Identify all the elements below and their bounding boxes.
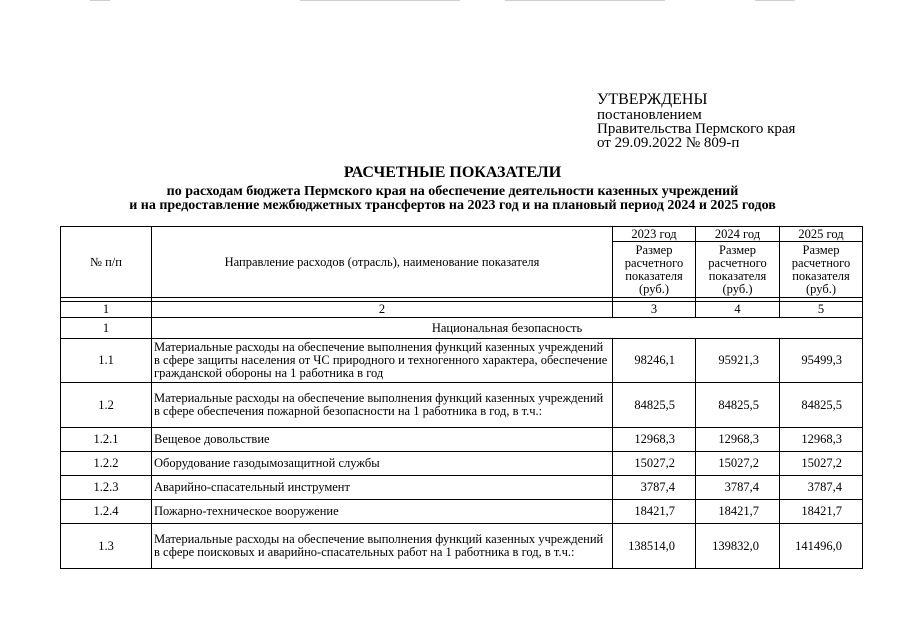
section-row — [61, 318, 863, 339]
approval-line: постановлением — [597, 107, 702, 123]
value-2024: 15027,2 — [696, 452, 780, 476]
header-direction: Направление расходов (отрасль), наименование показателя — [152, 227, 613, 298]
header-num: № п/п — [61, 227, 152, 298]
scan-edge-line — [755, 0, 795, 1]
table-row — [61, 452, 863, 476]
row-num: 1.2.1 — [61, 428, 152, 452]
value-2025: 15027,2 — [780, 452, 863, 476]
value-2024: 18421,7 — [696, 500, 780, 524]
value-2023: 3787,4 — [613, 476, 696, 500]
value-2024: 84825,5 — [696, 383, 780, 428]
value-2025: 84825,5 — [780, 383, 863, 428]
header-indicator: Размер расчетного показателя (руб.) — [613, 242, 696, 298]
table-row — [61, 383, 863, 428]
table-row — [61, 476, 863, 500]
indicators-table — [60, 226, 863, 569]
approval-title: УТВЕРЖДЕНЫ — [597, 91, 708, 108]
section-title: Национальная безопасность — [152, 318, 863, 339]
header-year: 2023 год — [613, 227, 696, 242]
scan-edge-line — [300, 0, 460, 1]
header-indicator: Размер расчетного показателя (руб.) — [780, 242, 863, 298]
scan-edge-line — [505, 0, 665, 1]
table-row — [61, 428, 863, 452]
section-num: 1 — [61, 318, 152, 339]
approval-date: от 29.09.2022 № 809-п — [597, 135, 740, 151]
column-number: 5 — [780, 302, 863, 318]
value-2023: 138514,0 — [613, 524, 696, 569]
row-name: Пожарно-техническое вооружение — [152, 500, 613, 524]
value-2025: 95499,3 — [780, 339, 863, 383]
subtitle-line: и на предоставление межбюджетных трансфертов на 2023 год и на плановый период 2024 и 2025 годов — [129, 198, 776, 213]
header-year: 2025 год — [780, 227, 863, 242]
value-2023: 15027,2 — [613, 452, 696, 476]
row-num: 1.2 — [61, 383, 152, 428]
row-name: Материальные расходы на обеспечение выполнения функций казенных учреждений в сфере обеспечения пожарной безопасности на 1 работника в год, в т.ч.: — [152, 383, 613, 428]
row-num: 1.2.2 — [61, 452, 152, 476]
value-2025: 141496,0 — [780, 524, 863, 569]
column-numbers-row — [61, 302, 863, 318]
column-number: 1 — [61, 302, 152, 318]
header-indicator: Размер расчетного показателя (руб.) — [696, 242, 780, 298]
row-name: Вещевое довольствие — [152, 428, 613, 452]
value-2024: 3787,4 — [696, 476, 780, 500]
row-name: Оборудование газодымозащитной службы — [152, 452, 613, 476]
column-number: 4 — [696, 302, 780, 318]
value-2023: 12968,3 — [613, 428, 696, 452]
value-2024: 139832,0 — [696, 524, 780, 569]
value-2025: 12968,3 — [780, 428, 863, 452]
value-2023: 98246,1 — [613, 339, 696, 383]
row-num: 1.2.4 — [61, 500, 152, 524]
table-row — [61, 524, 863, 569]
value-2025: 3787,4 — [780, 476, 863, 500]
header-row — [61, 227, 863, 242]
value-2023: 18421,7 — [613, 500, 696, 524]
row-num: 1.3 — [61, 524, 152, 569]
row-name: Аварийно-спасательный инструмент — [152, 476, 613, 500]
value-2024: 95921,3 — [696, 339, 780, 383]
row-name: Материальные расходы на обеспечение выполнения функций казенных учреждений в сфере поисковых и аварийно-спасательных работ на 1 работника в год, в т.ч.: — [152, 524, 613, 569]
approval-block — [597, 92, 795, 150]
table-row — [61, 500, 863, 524]
row-num: 1.2.3 — [61, 476, 152, 500]
value-2025: 18421,7 — [780, 500, 863, 524]
scan-edge-line — [90, 0, 110, 1]
value-2023: 84825,5 — [613, 383, 696, 428]
column-number: 2 — [152, 302, 613, 318]
table-row — [61, 339, 863, 383]
column-number: 3 — [613, 302, 696, 318]
header-year: 2024 год — [696, 227, 780, 242]
value-2024: 12968,3 — [696, 428, 780, 452]
row-num: 1.1 — [61, 339, 152, 383]
row-name: Материальные расходы на обеспечение выполнения функций казенных учреждений в сфере защиты населения от ЧС природного и техногенного характера, обеспечение гражданской обороны на 1 работника в год — [152, 339, 613, 383]
approval-line: Правительства Пермского края — [597, 121, 796, 137]
subtitle-line: по расходам бюджета Пермского края на обеспечение деятельности казенных учреждений — [166, 184, 739, 199]
document-title: РАСЧЕТНЫЕ ПОКАЗАТЕЛИ — [343, 164, 562, 181]
document-subtitle — [0, 185, 905, 213]
